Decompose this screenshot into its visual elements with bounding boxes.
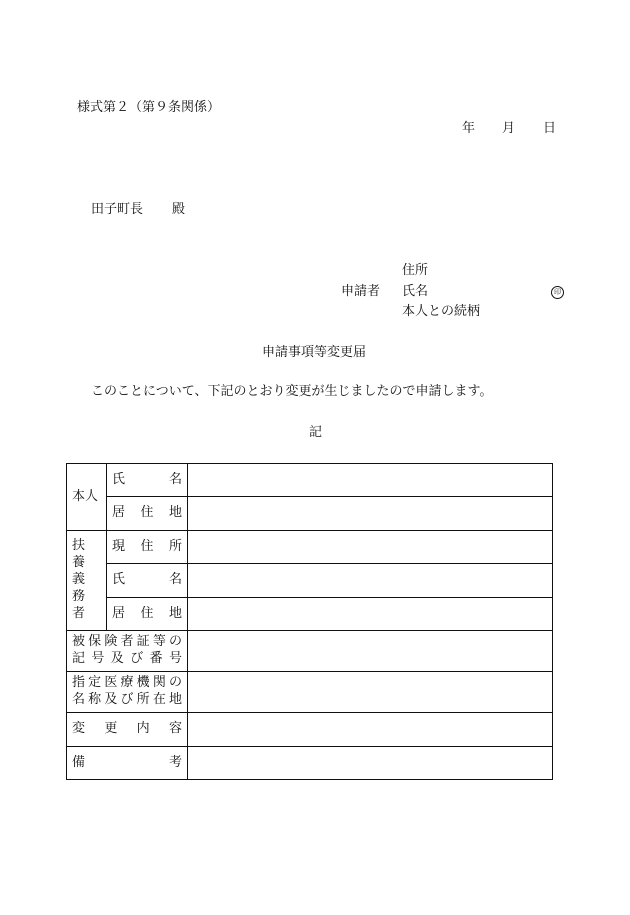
table-row: [67, 531, 553, 564]
table-row: [67, 631, 553, 672]
fuyou-address-field[interactable]: [188, 531, 553, 564]
insurance-label: [67, 631, 188, 672]
insurance-field[interactable]: [188, 631, 553, 672]
applicant-label: 申請者: [341, 284, 381, 299]
table-row: [67, 672, 553, 713]
fuyou-name-field[interactable]: [188, 564, 553, 598]
medical-label-line-1: 指定医療機関の: [72, 675, 182, 691]
document-title: 申請事項等変更届: [262, 345, 367, 360]
table-row: [67, 464, 553, 497]
fuyou-residence-field[interactable]: [188, 598, 553, 631]
applicant-address-label: 住所: [402, 263, 429, 278]
seal-icon: 印: [551, 286, 564, 299]
ki-heading: 記: [309, 425, 323, 440]
applicant-name-label: 氏名: [402, 284, 429, 299]
honnin-residence-label: 居 住 地: [107, 497, 188, 531]
date-year: 年: [462, 121, 476, 136]
fuyou-group-line-2: 義 務: [72, 572, 86, 604]
medical-label-line-2: 名称及び所在地: [72, 692, 182, 707]
fuyou-name-label: 氏 名: [107, 564, 188, 598]
addressee-honorific: 殿: [172, 202, 186, 217]
form-number: 様式第２（第９条関係）: [77, 100, 221, 115]
applicant-relation-label: 本人との続柄: [402, 304, 481, 319]
fuyou-group-label: [67, 531, 107, 631]
medical-label: [67, 672, 188, 713]
change-content-label: 変更内容: [67, 713, 188, 747]
table-row: [67, 497, 553, 531]
fuyou-group-line-3: 者: [72, 605, 86, 621]
fuyou-residence-label: 居 住 地: [107, 598, 188, 631]
insurance-label-line-2: 記号及び番号: [72, 651, 182, 666]
date-month: 月: [502, 121, 516, 136]
table-row: [67, 747, 553, 780]
table-row: [67, 713, 553, 747]
remarks-label: 備 考: [67, 747, 188, 780]
change-form-table: [66, 463, 553, 780]
medical-field[interactable]: [188, 672, 553, 713]
insurance-label-line-1: 被保険者証等の: [72, 634, 182, 650]
table-row: [67, 564, 553, 598]
honnin-residence-field[interactable]: [188, 497, 553, 531]
fuyou-group-line-1: 扶 養: [72, 538, 86, 571]
remarks-field[interactable]: [188, 747, 553, 780]
fuyou-address-label: 現 住 所: [107, 531, 188, 564]
addressee-name: 田子町長: [91, 202, 144, 217]
body-text: このことについて、下記のとおり変更が生じましたので申請します。: [91, 384, 493, 399]
date-day: 日: [543, 121, 557, 136]
change-content-field[interactable]: [188, 713, 553, 747]
honnin-name-field[interactable]: [188, 464, 553, 497]
honnin-name-label: 氏 名: [107, 464, 188, 497]
table-row: [67, 598, 553, 631]
honnin-group-label: 本人: [67, 464, 107, 531]
